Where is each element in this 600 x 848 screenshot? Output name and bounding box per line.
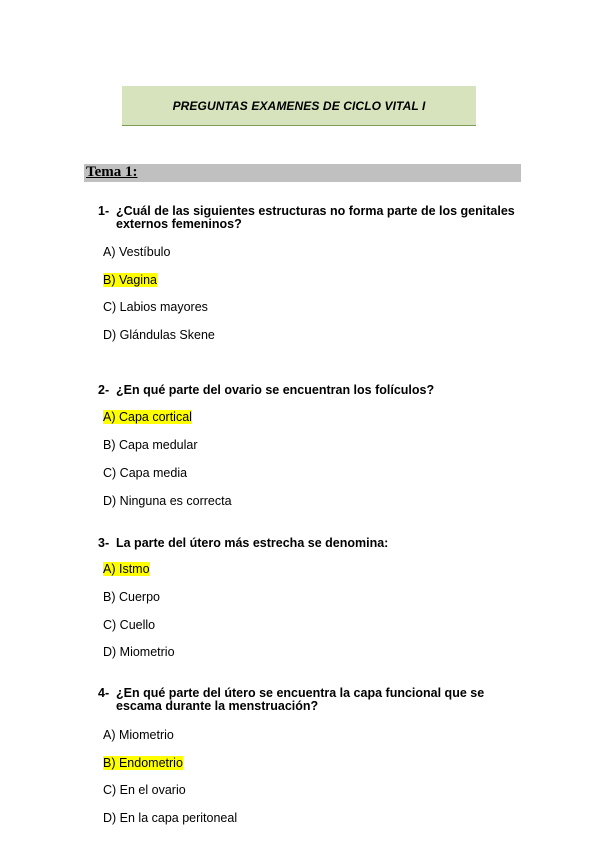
question-3	[98, 537, 518, 550]
question-1-option-a	[103, 245, 170, 260]
question-2-option-c	[103, 466, 187, 481]
section-title: Tema 1:	[86, 164, 138, 180]
question-2-option-a	[103, 410, 192, 425]
option-label: D) Glándulas Skene	[103, 328, 215, 342]
option-label: C) Labios mayores	[103, 300, 208, 314]
question-text: ¿En qué parte del ovario se encuentran los folículos?	[116, 383, 435, 397]
option-label: D) En la capa peritoneal	[103, 811, 238, 825]
option-label: A) Miometrio	[103, 728, 174, 742]
question-3-option-d	[103, 645, 175, 660]
question-1-option-d	[103, 328, 215, 343]
question-1	[98, 205, 518, 231]
question-2	[98, 384, 518, 397]
question-3-option-b	[103, 590, 160, 605]
question-number: 1-	[98, 204, 110, 218]
option-label: C) En el ovario	[103, 783, 186, 797]
option-label: B) Capa medular	[103, 438, 198, 452]
option-label: D) Miometrio	[103, 645, 175, 659]
document-title: PREGUNTAS EXAMENES DE CICLO VITAL I	[172, 98, 426, 113]
option-label-highlighted: A) Istmo	[103, 562, 150, 576]
option-label: C) Capa media	[103, 466, 188, 480]
question-number: 4-	[98, 686, 110, 700]
question-text: ¿Cuál de las siguientes estructuras no forma parte de los genitales externos femeninos?	[116, 204, 515, 231]
question-text: ¿En qué parte del útero se encuentra la capa funcional que se escama durante la menstruación?	[116, 686, 485, 713]
option-label: C) Cuello	[103, 618, 156, 632]
question-1-option-c	[103, 300, 208, 315]
question-4-option-a	[103, 728, 174, 743]
question-number: 2-	[98, 383, 110, 397]
question-3-option-a	[103, 562, 150, 577]
question-3-option-c	[103, 618, 155, 633]
section-header-bar	[84, 164, 521, 182]
option-label: D) Ninguna es correcta	[103, 494, 232, 508]
document-title-box	[122, 86, 476, 126]
question-number: 3-	[98, 536, 110, 550]
question-4	[98, 687, 518, 713]
question-4-option-c	[103, 783, 186, 798]
option-label-highlighted: B) Endometrio	[103, 756, 183, 770]
question-text: La parte del útero más estrecha se denomina:	[116, 536, 389, 550]
option-label-highlighted: A) Capa cortical	[103, 410, 192, 424]
question-4-option-b	[103, 756, 183, 771]
question-4-option-d	[103, 811, 237, 826]
question-2-option-d	[103, 494, 232, 509]
option-label: A) Vestíbulo	[103, 245, 171, 259]
option-label: B) Cuerpo	[103, 590, 160, 604]
question-2-option-b	[103, 438, 198, 453]
option-label-highlighted: B) Vagina	[103, 273, 157, 287]
question-1-option-b	[103, 273, 157, 288]
